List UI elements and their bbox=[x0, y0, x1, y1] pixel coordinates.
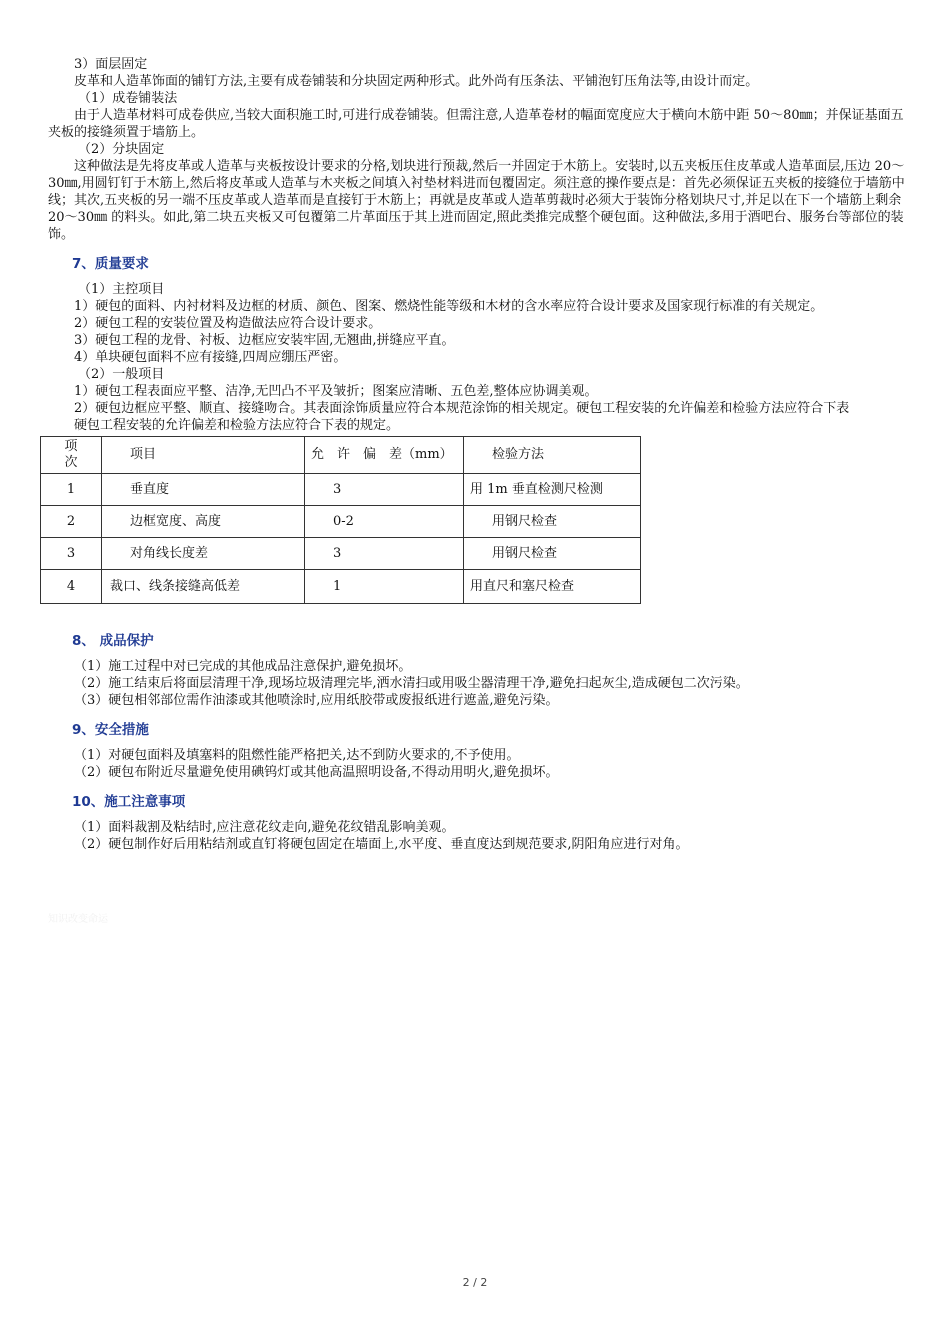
quality-main-item: 1）硬包的面料、内衬材料及边框的材质、颜色、图案、燃烧性能等级和木材的含水率应符合设计要求及国家现行标准的有关规定。 bbox=[74, 299, 824, 314]
quality-main-item: 3）硬包工程的龙骨、衬板、边框应安装牢固,无翘曲,拼缝应平直。 bbox=[74, 333, 455, 348]
section-3-title: 3）面层固定 bbox=[74, 57, 148, 72]
table-header-row bbox=[41, 437, 641, 474]
list-item: （1）施工过程中对已完成的其他成品注意保护,避免损坏。 bbox=[74, 659, 412, 674]
cell-method: 用钢尺检查 bbox=[464, 506, 641, 538]
heading-safety: 9、安全措施 bbox=[72, 722, 149, 738]
table-row bbox=[41, 570, 641, 604]
table-row bbox=[41, 538, 641, 570]
cell-item: 边框宽度、高度 bbox=[102, 506, 305, 538]
cell-item: 裁口、线条接缝高低差 bbox=[102, 570, 305, 604]
document-page bbox=[48, 56, 906, 853]
cell-index: 4 bbox=[41, 570, 102, 604]
cell-item: 垂直度 bbox=[102, 474, 305, 506]
list-item: （1）面料裁割及粘结时,应注意花纹走向,避免花纹错乱影响美观。 bbox=[74, 820, 455, 835]
quality-main-title: （1）主控项目 bbox=[78, 282, 165, 297]
list-item: （1）对硬包面料及填塞料的阻燃性能严格把关,达不到防火要求的,不予使用。 bbox=[74, 748, 520, 763]
cell-method: 用钢尺检查 bbox=[464, 538, 641, 570]
tolerance-table bbox=[40, 436, 641, 604]
cell-tolerance: 0-2 bbox=[305, 506, 464, 538]
heading-product-protection: 8、 成品保护 bbox=[72, 633, 154, 649]
cell-index: 3 bbox=[41, 538, 102, 570]
cell-index: 2 bbox=[41, 506, 102, 538]
faint-watermark-text: 知识改变命运 bbox=[48, 914, 108, 925]
header-index: 项 次 bbox=[41, 437, 102, 474]
subsection-3-1-body: 由于人造革材料可成卷供应,当较大面积施工时,可进行成卷铺装。但需注意,人造革卷材的幅面宽度应大于横向木筋中距 50～80㎜；并保证基面五夹板的接缝须置于墙筋上。 bbox=[48, 108, 904, 140]
subsection-3-2-title: （2）分块固定 bbox=[78, 142, 165, 157]
header-item: 项目 bbox=[102, 437, 305, 474]
cell-tolerance: 3 bbox=[305, 538, 464, 570]
cell-method: 用直尺和塞尺检查 bbox=[464, 570, 641, 604]
subsection-3-1-title: （1）成卷铺装法 bbox=[78, 91, 178, 106]
cell-item: 对角线长度差 bbox=[102, 538, 305, 570]
cell-index: 1 bbox=[41, 474, 102, 506]
header-method: 检验方法 bbox=[464, 437, 641, 474]
cell-tolerance: 3 bbox=[305, 474, 464, 506]
heading-construction-notes: 10、施工注意事项 bbox=[72, 794, 186, 810]
cell-tolerance: 1 bbox=[305, 570, 464, 604]
safety-list bbox=[74, 747, 906, 781]
list-item: （2）施工结束后将面层清理干净,现场垃圾清理完毕,洒水清扫或用吸尘器清理干净,避免扫起灰尘,造成硬包二次污染。 bbox=[74, 676, 749, 691]
quality-general-item: 1）硬包工程表面应平整、洁净,无凹凸不平及皱折；图案应清晰、五色差,整体应协调美观。 bbox=[74, 384, 598, 399]
notes-list bbox=[74, 819, 906, 853]
quality-main-item: 4）单块硬包面料不应有接缝,四周应绷压严密。 bbox=[74, 350, 347, 365]
table-row bbox=[41, 474, 641, 506]
list-item: （3）硬包相邻部位需作油漆或其他喷涂时,应用纸胶带或废报纸进行遮盖,避免污染。 bbox=[74, 693, 559, 708]
heading-quality: 7、质量要求 bbox=[72, 256, 149, 272]
table-row bbox=[41, 506, 641, 538]
cell-method: 用 1m 垂直检测尺检测 bbox=[464, 474, 641, 506]
list-item: （2）硬包制作好后用粘结剂或直钉将硬包固定在墙面上,水平度、垂直度达到规范要求,阴阳角应进行对角。 bbox=[74, 837, 689, 852]
quality-general-item: 2）硬包边框应平整、顺直、接缝吻合。其表面涂饰质量应符合本规范涂饰的相关规定。硬包工程安装的允许偏差和检验方法应符合下表 bbox=[74, 401, 850, 416]
list-item: （2）硬包布附近尽量避免使用碘钨灯或其他高温照明设备,不得动用明火,避免损坏。 bbox=[74, 765, 559, 780]
quality-main-item: 2）硬包工程的安装位置及构造做法应符合设计要求。 bbox=[74, 316, 382, 331]
quality-general-title: （2）一般项目 bbox=[78, 367, 165, 382]
section-3-intro: 皮革和人造革饰面的铺钉方法,主要有成卷铺装和分块固定两种形式。此外尚有压条法、平铺泡钉压角法等,由设计而定。 bbox=[74, 74, 759, 89]
subsection-3-2-body: 这种做法是先将皮革或人造革与夹板按设计要求的分格,划块进行预裁,然后一并固定于木筋上。安装时,以五夹板压住皮革或人造革面层,压边 20～30㎜,用圆钉钉于木筋上,然后将皮革或人造革与木夹板之间填入衬垫材料进而包覆固定。须注意的操作要点是：首先必须保证五夹板的接缝位于墙筋中线；其次,五夹板的另一端不压皮革或人造革而是直接钉于木筋上；再就是皮革或人造革剪裁时必须大于装饰分格划块尺寸,并足以在下一个墙筋上剩余 20～30㎜ 的料头。如此,第二块五夹板又可包覆第二片革面压于其上进而固定,照此类推完成整个硬包面。这种做法,多用于酒吧台、服务台等部位的装饰。 bbox=[48, 159, 905, 242]
header-tolerance: 允 许 偏 差（mm） bbox=[305, 437, 464, 474]
protection-list bbox=[74, 658, 906, 709]
page-number: 2 / 2 bbox=[462, 1276, 488, 1289]
table-intro: 硬包工程安装的允许偏差和检验方法应符合下表的规定。 bbox=[74, 418, 400, 433]
